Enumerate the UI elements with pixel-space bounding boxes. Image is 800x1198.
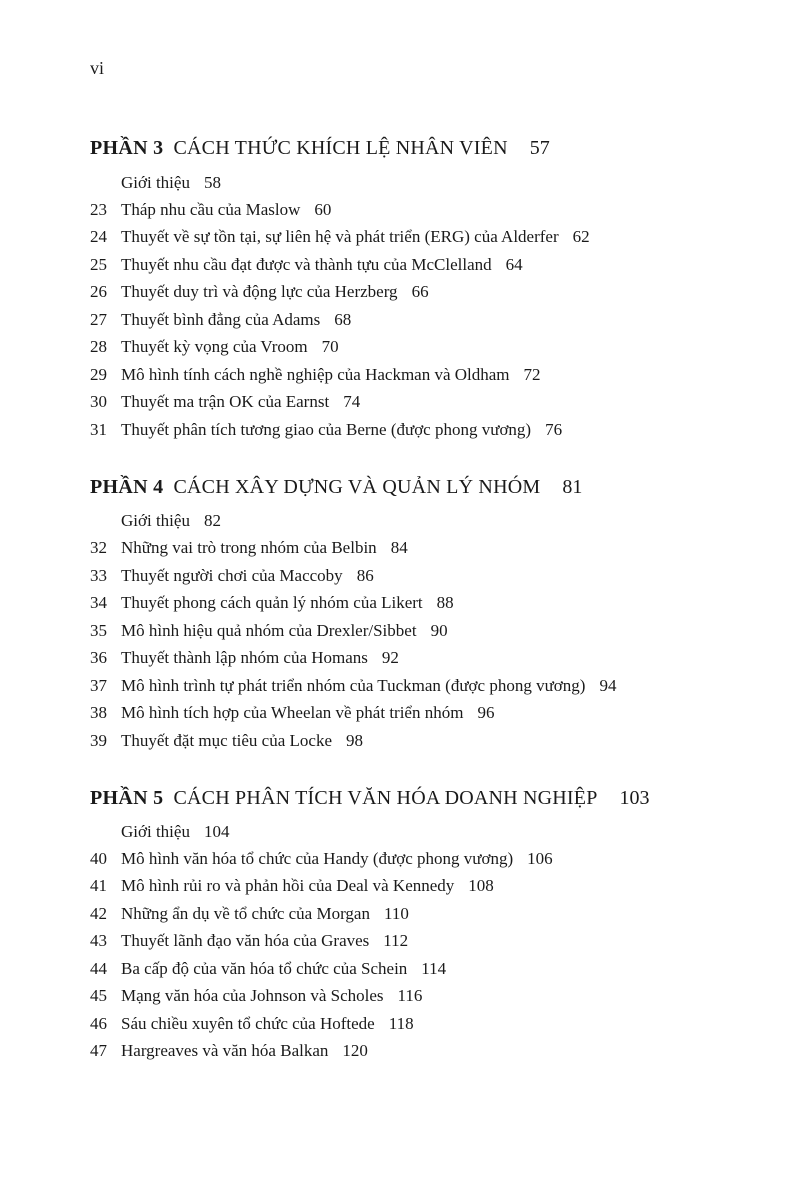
entry-number: 44 — [90, 959, 107, 978]
entry-page: 76 — [545, 420, 563, 439]
entry-title: Những vai trò trong nhóm của Belbin — [121, 538, 377, 557]
intro-entry — [121, 511, 221, 531]
entry-number: 35 — [90, 621, 107, 640]
entry-title: Thuyết duy trì và động lực của Herzberg — [121, 282, 398, 301]
toc-entry — [90, 420, 562, 440]
entry-title: Thuyết về sự tồn tại, sự liên hệ và phát triển (ERG) của Alderfer — [121, 227, 559, 246]
entry-number: 38 — [90, 703, 107, 722]
entry-page: 60 — [314, 200, 332, 219]
entry-page: 92 — [381, 648, 399, 667]
entry-number: 25 — [90, 255, 107, 274]
intro-entry — [121, 822, 229, 842]
toc-entry — [90, 255, 523, 275]
entry-title: Hargreaves và văn hóa Balkan — [121, 1041, 329, 1060]
entry-page: 64 — [505, 255, 523, 274]
entry-page: 72 — [523, 365, 541, 384]
part-page: 57 — [529, 137, 550, 159]
entry-number: 27 — [90, 310, 107, 329]
intro-page: 82 — [203, 511, 221, 530]
entry-page: 74 — [343, 392, 361, 411]
entry-title: Mô hình trình tự phát triển nhóm của Tuckman (được phong vương) — [121, 676, 586, 695]
entry-title: Mô hình tính cách nghề nghiệp của Hackman và Oldham — [121, 365, 510, 384]
toc-entry — [90, 1041, 368, 1061]
part-label: PHẦN 3 — [90, 137, 164, 159]
entry-number: 42 — [90, 904, 107, 923]
entry-page: 86 — [356, 566, 374, 585]
entry-page: 120 — [342, 1041, 368, 1060]
entry-title: Tháp nhu cầu của Maslow — [121, 200, 301, 219]
entry-title: Thuyết kỳ vọng của Vroom — [121, 337, 308, 356]
entry-page: 112 — [383, 931, 409, 950]
entry-title: Thuyết ma trận OK của Earnst — [121, 392, 330, 411]
part-title: CÁCH PHÂN TÍCH VĂN HÓA DOANH NGHIỆP — [173, 787, 598, 809]
entry-number: 31 — [90, 420, 107, 439]
entry-page: 116 — [397, 986, 423, 1005]
entry-title: Thuyết lãnh đạo văn hóa của Graves — [121, 931, 370, 950]
part-3-heading — [90, 137, 550, 160]
part-page: 81 — [562, 476, 583, 498]
intro-entry — [121, 173, 221, 193]
entry-page: 68 — [334, 310, 352, 329]
entry-number: 41 — [90, 876, 107, 895]
entry-page: 70 — [321, 337, 339, 356]
entry-number: 23 — [90, 200, 107, 219]
entry-page: 110 — [383, 904, 409, 923]
entry-number: 43 — [90, 931, 107, 950]
entry-title: Thuyết phân tích tương giao của Berne (được phong vương) — [121, 420, 532, 439]
entry-number: 29 — [90, 365, 107, 384]
intro-label: Giới thiệu — [121, 173, 190, 192]
toc-entry — [90, 337, 339, 357]
entry-page: 96 — [477, 703, 495, 722]
entry-title: Mô hình văn hóa tổ chức của Handy (được phong vương) — [121, 849, 514, 868]
entry-title: Thuyết bình đẳng của Adams — [121, 310, 321, 329]
toc-entry — [90, 621, 448, 641]
entry-title: Thuyết phong cách quản lý nhóm của Likert — [121, 593, 423, 612]
entry-title: Thuyết thành lập nhóm của Homans — [121, 648, 368, 667]
entry-page: 108 — [468, 876, 494, 895]
entry-title: Mô hình rủi ro và phản hồi của Deal và Kennedy — [121, 876, 455, 895]
intro-label: Giới thiệu — [121, 822, 190, 841]
entry-page: 114 — [421, 959, 447, 978]
toc-entry — [90, 538, 408, 558]
entry-page: 98 — [346, 731, 363, 750]
part-page: 103 — [619, 787, 650, 809]
page-number: vi — [90, 58, 105, 78]
toc-entry — [90, 227, 590, 247]
toc-entry — [90, 392, 360, 412]
toc-entry — [90, 849, 553, 869]
toc-entry — [90, 566, 374, 586]
toc-entry — [90, 731, 363, 751]
intro-label: Giới thiệu — [121, 511, 190, 530]
part-title: CÁCH XÂY DỰNG VÀ QUẢN LÝ NHÓM — [173, 476, 541, 498]
intro-page: 104 — [203, 822, 230, 841]
entry-number: 37 — [90, 676, 107, 695]
entry-number: 46 — [90, 1014, 107, 1033]
entry-number: 33 — [90, 566, 107, 585]
toc-entry — [90, 986, 422, 1006]
intro-page: 58 — [203, 173, 221, 192]
part-label: PHẦN 4 — [90, 476, 164, 498]
entry-page: 88 — [436, 593, 454, 612]
part-5-heading — [90, 787, 650, 810]
entry-page: 90 — [430, 621, 448, 640]
entry-number: 39 — [90, 731, 107, 750]
toc-entry — [90, 365, 541, 385]
toc-entry — [90, 282, 429, 302]
toc-entry — [90, 703, 494, 723]
entry-number: 36 — [90, 648, 107, 667]
toc-entry — [90, 648, 399, 668]
entry-page: 118 — [388, 1014, 414, 1033]
entry-page: 106 — [527, 849, 553, 868]
entry-number: 30 — [90, 392, 107, 411]
toc-entry — [90, 931, 408, 951]
entry-number: 32 — [90, 538, 107, 557]
toc-entry — [90, 310, 351, 330]
part-4-heading — [90, 476, 582, 499]
entry-title: Mô hình hiệu quả nhóm của Drexler/Sibbet — [121, 621, 417, 640]
entry-title: Mô hình tích hợp của Wheelan về phát triển nhóm — [121, 703, 464, 722]
entry-title: Mạng văn hóa của Johnson và Scholes — [121, 986, 384, 1005]
entry-number: 26 — [90, 282, 107, 301]
toc-entry — [90, 1014, 414, 1034]
entry-title: Thuyết nhu cầu đạt được và thành tựu của McClelland — [121, 255, 492, 274]
part-label: PHẦN 5 — [90, 787, 164, 809]
toc-entry — [90, 959, 446, 979]
entry-page: 62 — [572, 227, 590, 246]
entry-number: 28 — [90, 337, 107, 356]
entry-title: Những ẩn dụ về tổ chức của Morgan — [121, 904, 370, 923]
toc-entry — [90, 593, 454, 613]
part-title: CÁCH THỨC KHÍCH LỆ NHÂN VIÊN — [173, 137, 508, 159]
toc-entry — [90, 676, 616, 696]
entry-number: 45 — [90, 986, 107, 1005]
entry-number: 40 — [90, 849, 107, 868]
entry-page: 94 — [599, 676, 617, 695]
entry-title: Thuyết người chơi của Maccoby — [121, 566, 343, 585]
toc-entry — [90, 904, 409, 924]
entry-page: 66 — [411, 282, 429, 301]
entry-number: 47 — [90, 1041, 107, 1060]
entry-number: 34 — [90, 593, 107, 612]
entry-title: Thuyết đặt mục tiêu của Locke — [121, 731, 332, 750]
entry-title: Sáu chiều xuyên tổ chức của Hoftede — [121, 1014, 375, 1033]
toc-entry — [90, 876, 494, 896]
entry-page: 84 — [390, 538, 408, 557]
entry-number: 24 — [90, 227, 107, 246]
entry-title: Ba cấp độ của văn hóa tổ chức của Schein — [121, 959, 408, 978]
toc-entry — [90, 200, 331, 220]
